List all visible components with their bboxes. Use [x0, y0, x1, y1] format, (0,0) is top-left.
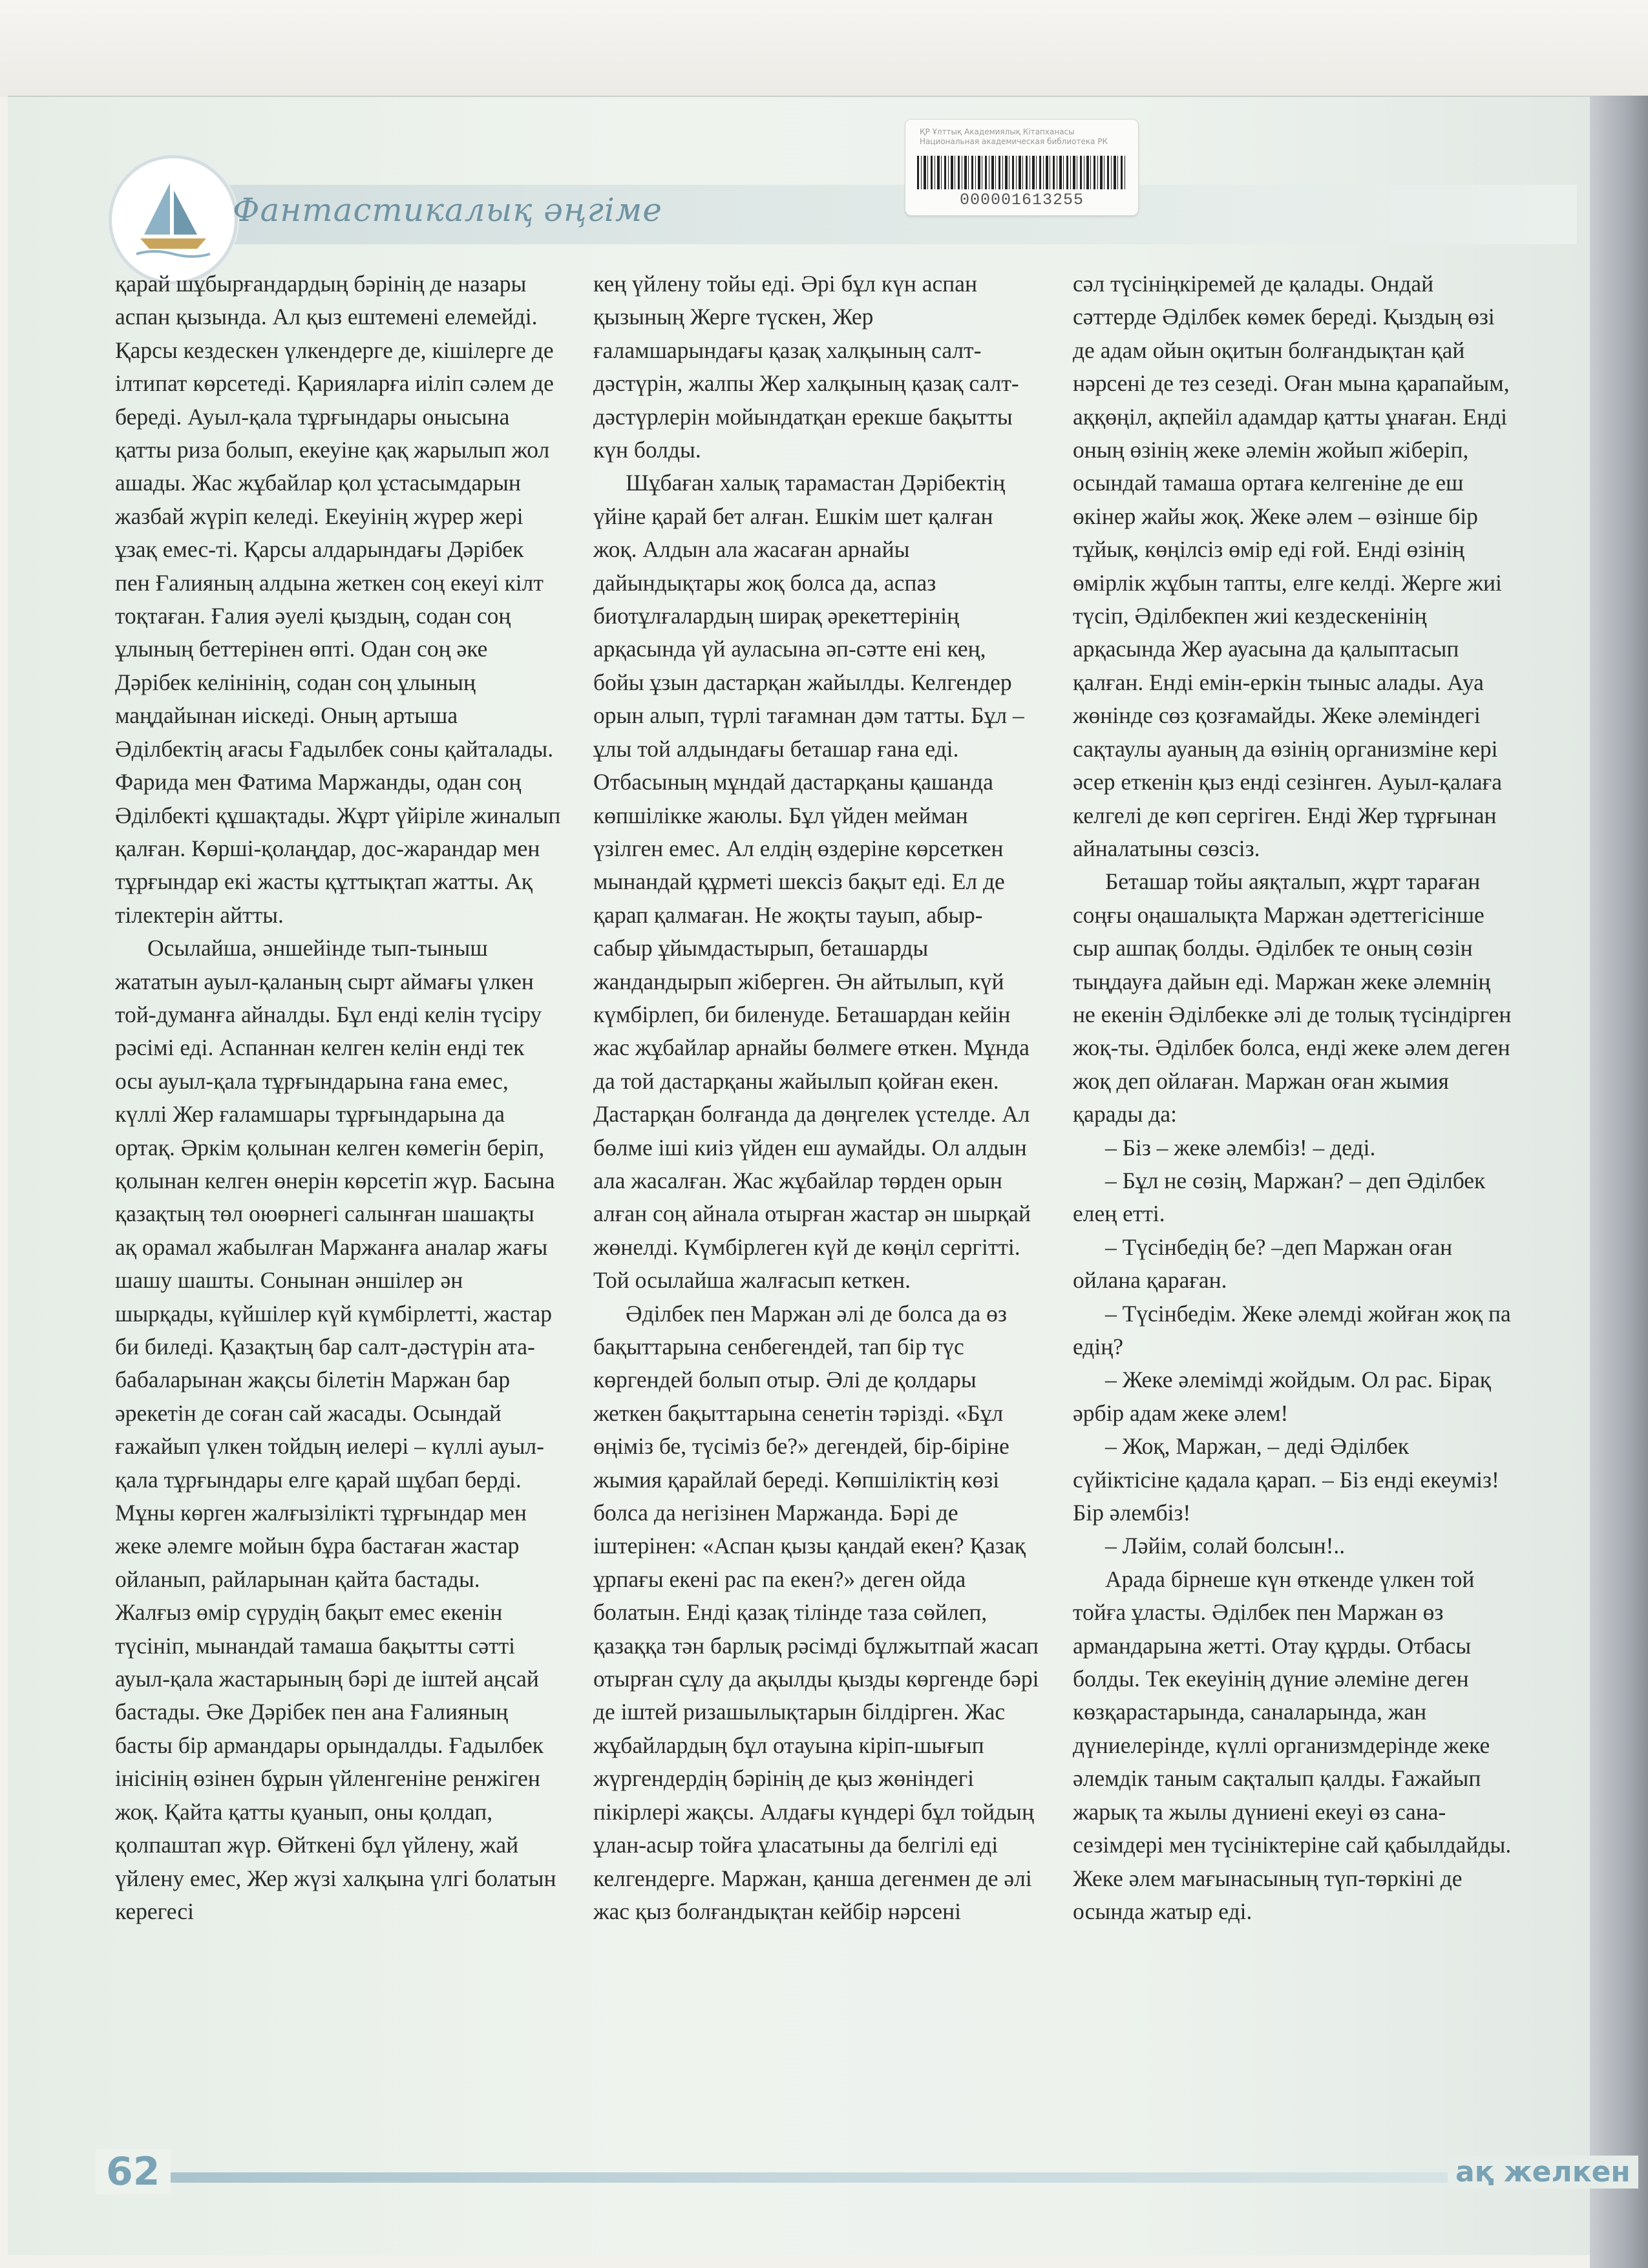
library-barcode-sticker: [905, 119, 1139, 216]
section-title: Фантастикалық әңгіме: [233, 191, 662, 229]
barcode-icon: [917, 156, 1125, 189]
dialogue-line: – Түсінбедің бе? –деп Маржан оған ойлана қараған.: [1073, 1234, 1453, 1294]
paragraph: Беташар тойы аяқталып, жұрт тараған соңғы оңашалықта Маржан әдеттегісінше сыр ашпақ болды. Әділбек те оның сөзін тыңдауға дайын еді. Маржан жеке әлемнің не екенін Әділбекке әлі де толық түсіндірген жоқ-ты. Әділбек болса, енді жеке әлем деген жоқ деп ойлаған. Маржан оған жымия қарады да:: [1073, 868, 1512, 1128]
sticker-caption-line-1: ҚР Ұлттық Академиялық Кітапханасы: [920, 127, 1075, 136]
sticker-caption: [920, 127, 1126, 147]
dialogue-line: – Ләйім, солай болсын!..: [1105, 1533, 1346, 1559]
paragraph: кең үйлену тойы еді. Әрі бұл күн аспан қызының Жерге түскен, Жер ғаламшарындағы қазақ халқының салт-дәстүрін, жалпы Жер халқының қазақ салт-дәстүрлерін мойындатқан ерекше бақытты күн болды.: [593, 271, 1019, 463]
magazine-name: ақ желкен: [1448, 2156, 1638, 2189]
footer-rule: [115, 2172, 1524, 2183]
paragraph: Шұбаған халық тарамастан Дәрібектің үйіне қарай бет алған. Ешкім шет қалған жоқ. Алдын ала жасаған арнайы дайындықтары жоқ болса да, аспаз биотұлғалардың ширақ әрекеттерінің арқасында үй ауласына әп-сәтте ені кең, бойы ұзын дастарқан жайылды. Келгендер орын алып, түрлі тағамнан дәм татты. Бұл – ұлы той алдындағы беташар ғана еді. Отбасының мұндай дастарқаны қашанда көпшілікке жаюлы. Бұл үйден мейман үзілген емес. Ал елдің өздеріне көрсеткен мынандай құрметі шексіз бақыт еді. Ел де қарап қалмаған. Не жоқты тауып, абыр-сабыр ұйымдастырып, беташарды жандандырып жіберген. Ән айтылып, күй күмбірлеп, би биленуде. Беташардан кейін жас жұбайлар арнайы бөлмеге өткен. Мұнда да той дастарқаны жайылып қойған екен. Дастарқан болғанда да дөңгелек үстелде. Ал бөлме іші киіз үйден еш аумайды. Ол алдын ала жасалған. Жас жұбайлар төрден орын алған соң айнала отырған жастар ән шырқай жөнелді. Күмбірлеген күй де көңіл сергітті. Той осылайша жалғасып кеткен.: [593, 470, 1031, 1294]
dialogue-line: – Жоқ, Маржан, – деді Әділбек сүйіктісіне қадала қарап. – Біз енді екеуміз! Бір әлембіз!: [1073, 1433, 1499, 1526]
dialogue-line: – Жеке әлемімді жойдым. Ол рас. Бірақ әрбір адам жеке әлем!: [1073, 1367, 1491, 1426]
sticker-caption-line-2: Национальная академическая библиотека РК: [920, 137, 1108, 146]
text-column-3: [1073, 268, 1519, 1928]
page-edge-shadow: [1590, 96, 1648, 2268]
paragraph: Осылайша, әншейінде тып-тыныш жататын ауыл-қаланың сырт аймағы үлкен той-думанға айналды. Бұл енді келін түсіру рәсімі еді. Аспаннан келген келін енді тек осы ауыл-қала тұрғындарына ғана емес, күллі Жер ғаламшары тұрғындарына да ортақ. Әркім қолынан келген көмегін беріп, қолынан келген өнерін көрсетіп жүр. Басына қазақтың төл оюөрнегі салынған шашақты ақ орамал жабылған Маржанға аналар жағы шашу шашты. Сонынан әншілер ән шырқады, күйшілер күй күмбірлетті, жастар би биледі. Қазақтың бар салт-дәстүрін ата-бабаларынан жақсы білетін Маржан бар әрекетін де соған сай жасады. Осындай ғажайып үлкен тойдың иелері – күллі ауыл-қала тұрғындары елге қарай шұбап берді. Мұны көрген жалғызілікті тұрғындар мен жеке әлемге мойын бұра бастаған жастар ойланып, райларынан қайта бастады. Жалғыз өмір сүрудің бақыт емес екенін түсініп, мынандай тамаша бақытты сәтті ауыл-қала жастарының бәрі де іштей аңсай бастады. Әке Дәрібек пен ана Ғалияның басты бір армандары орындалды. Ғадылбек інісінің өзінен бұрын үйленгеніне ренжіген жоқ. Қайта қатты қуанып, оны қолдап, қолпаштап жүр. Өйткені бұл үйлену, жай үйлену емес, Жер жүзі халқына үлгі болатын керегесі: [115, 935, 556, 1924]
barcode-number: 000001613255: [959, 191, 1084, 209]
paragraph: Арада бірнеше күн өткенде үлкен той тойға ұласты. Әділбек пен Маржан өз армандарына жетті. Отау құрды. Отбасы болды. Тек екеуінің дүние әлеміне деген көзқарастарында, саналарында, жан дүниелерінде, күллі организмдерінде жеке әлемдік таным сақталып қалды. Ғажайып жарық та жылы дүниені екеуі өз сана-сезімдері мен түсініктеріне сай қабылдайды. Жеке әлем мағынасының түп-төркіні де осында жатыр еді.: [1073, 1566, 1512, 1924]
scan-background: [0, 0, 1648, 97]
dialogue-line: – Түсінбедім. Жеке әлемді жойған жоқ па едің?: [1073, 1300, 1511, 1360]
page-number: 62: [96, 2149, 171, 2194]
text-column-1: [115, 268, 561, 1928]
text-column-2: [593, 268, 1039, 1928]
paragraph: сәл түсініңкіремей де қалады. Ондай сәттерде Әділбек көмек береді. Қыздың өзі де адам ойын оқитын болғандықтан қай нәрсені де тез сезеді. Оған мына қарапайым, аққөңіл, ақпейіл адамдар қатты ұнаған. Енді оның өзінің жеке әлемін жойып жіберіп, осындай тамаша ортаға келгеніне де еш өкінер жайы жоқ. Жеке әлем – өзінше бір тұйық, көңілсіз өмір еді ғой. Енді өзінің өмірлік жұбын тапты, елге келді. Жерге жиі түсіп, Әділбекпен жиі кездескенінің арқасында Жер ауасына да қалыптасып қалған. Енді емін-еркін тыныс алады. Ауа жөнінде сөз қозғамайды. Жеке әлеміндегі сақтаулы ауаның да өзінің организміне кері әсер еткенін қыз енді сезінген. Ауыл-қалаға келгелі де көп сергіген. Енді Жер тұрғынан айналатыны сөзсіз.: [1073, 271, 1510, 861]
dialogue-line: – Бұл не сөзің, Маржан? – деп Әділбек елең етті.: [1073, 1167, 1486, 1227]
dialogue-line: – Біз – жеке әлембіз! – деді.: [1105, 1134, 1376, 1160]
paragraph: Әділбек пен Маржан әлі де болса да өз бақыттарына сенбегендей, тап бір түс көргендей болып отыр. Әлі де қолдары жеткен бақыттарына сенетін тәрізді. «Бұл өңіміз бе, түсіміз бе?» дегендей, бір-біріне жымия қарайлай береді. Көпшіліктің көзі болса да негізінен Маржанда. Бәрі де іштерінен: «Аспан қызы қандай екен? Қазақ ұрпағы екені рас па екен?» деген ойда болатын. Енді қазақ тілінде таза сөйлеп, қазаққа тән барлық рәсімді бұлжытпай жасап отырған сұлу да ақылды қызды көргенде бәрі де іштей ризашылықтарын білдірген. Жас жұбайлардың бұл отауына кіріп-шығып жүргендердің бәрінің де қыз жөніндегі пікірлері жақсы. Алдағы күндері бұл тойдың ұлан-асыр тойға ұласатыны да белгілі еді келгендерге. Маржан, қанша дегенмен де әлі жас қыз болғандықтан кейбір нәрсені: [593, 1300, 1039, 1924]
section-logo: [109, 155, 238, 284]
paragraph: қарай шұбырғандардың бәрінің де назары аспан қызында. Ал қыз ештемені елемейді. Қарсы кездескен үлкендерге де, кішілерге де ілтипат көрсетеді. Қарияларға иіліп сәлем де береді. Ауыл-қала тұрғындары онысына қатты риза болып, екеуіне қақ жарылып жол ашады. Жас жұбайлар қол ұстасымдарын жазбай жүріп келеді. Екеуінің жүрер жері ұзақ емес-ті. Қарсы алдарындағы Дәрібек пен Ғалияның алдына жеткен соң екеуі кілт тоқтаған. Ғалия әуелі қыздың, содан соң ұлының беттерінен өпті. Одан соң әке Дәрібек келінінің, содан соң ұлының маңдайынан иіскеді. Оның артыша Әділбектің ағасы Ғадылбек соны қайталады. Фарида мен Фатима Маржанды, одан соң Әділбекті құшақтады. Жұрт үйіріле жиналып қалған. Көрші-қолаңдар, дос-жарандар мен тұрғындар екі жасты құттықтап жатты. Ақ тілектерін айтты.: [115, 271, 561, 928]
sailboat-icon: [125, 171, 222, 268]
